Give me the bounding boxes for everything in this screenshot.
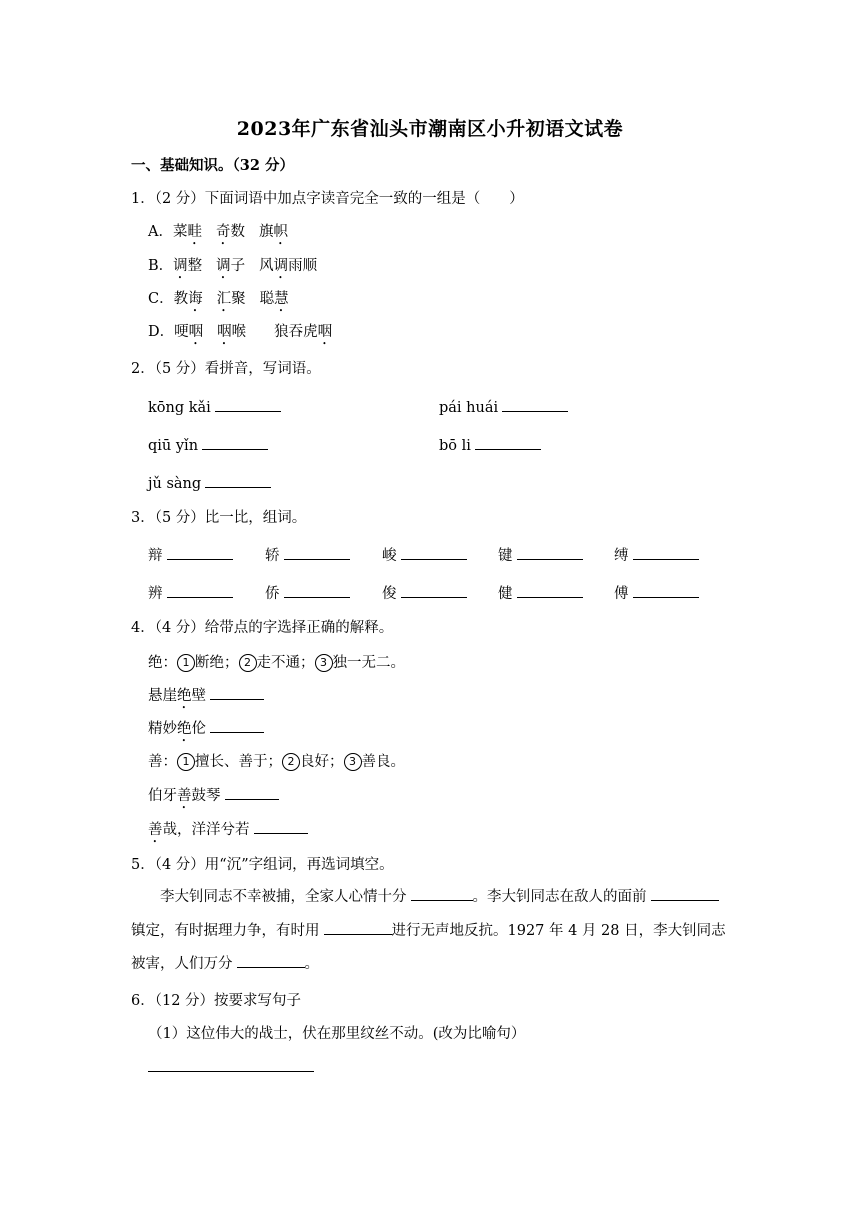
option-d: D．哽咽 咽喉 狼吞虎咽 (148, 324, 333, 340)
question-2-stem: 2．（5 分）看拼音，写词语。 (131, 361, 321, 377)
definition-jue: 绝： 1 断绝； 2 走不通； 3 独一无二。 (148, 655, 405, 671)
pinyin-item: pái huái (439, 396, 568, 418)
question-3-stem: 3．（5 分）比一比，组词。 (131, 510, 307, 526)
question-5-passage: 李大钊同志不幸被捕，全家人心情十分 。李大钊同志在敌人的面前镇定，有时据理力争，有时用 进行无声地反抗。1927 年 4 月 28 日，李大钊同志被害，人们万分 。 (131, 881, 731, 982)
number-three-icon: 3 (315, 654, 333, 672)
option-b: B．调整 调子 风调雨顺 (148, 258, 318, 274)
answer-blank[interactable] (167, 582, 233, 598)
number-three-icon: 3 (344, 753, 362, 771)
answer-blank[interactable] (202, 434, 268, 450)
option-a: A．菜畦 奇数 旗帜 (148, 224, 288, 240)
compare-item: 俊 (382, 582, 467, 604)
pinyin-item: jǔ sàng (148, 472, 271, 494)
answer-blank[interactable] (225, 784, 279, 800)
question-1-stem: 1．（2 分）下面词语中加点字读音完全一致的一组是（ ） (131, 191, 524, 207)
compare-item: 辨 (148, 582, 233, 604)
compare-item: 缚 (614, 544, 699, 566)
answer-blank[interactable] (633, 582, 699, 598)
answer-blank[interactable] (215, 396, 281, 412)
answer-blank[interactable] (205, 472, 271, 488)
page-title: 2023年广东省汕头市潮南区小升初语文试卷 (236, 118, 624, 140)
compare-item: 辩 (148, 544, 233, 566)
answer-blank[interactable] (324, 919, 392, 935)
compare-item: 轿 (265, 544, 350, 566)
question-4-stem: 4．（4 分）给带点的字选择正确的解释。 (131, 620, 394, 636)
number-one-icon: 1 (177, 654, 195, 672)
definition-shan: 善： 1 擅长、善于； 2 良好； 3 善良。 (148, 754, 405, 770)
question-5-stem: 5．（4 分）用“沉”字组词，再选词填空。 (131, 857, 394, 873)
answer-blank[interactable] (401, 582, 467, 598)
number-one-icon: 1 (177, 753, 195, 771)
section-heading: 一、基础知识。（32 分） (131, 157, 294, 174)
compare-item: 傅 (614, 582, 699, 604)
answer-line[interactable] (148, 1056, 314, 1078)
answer-blank[interactable] (210, 717, 264, 733)
compare-item: 侨 (265, 582, 350, 604)
pinyin-item: kōng kǎi (148, 396, 281, 418)
pinyin-item: qiū yǐn (148, 434, 268, 456)
word-item: 精妙绝伦 (148, 717, 264, 745)
question-6-sub-1: （1）这位伟大的战士，伏在那里纹丝不动。(改为比喻句） (148, 1026, 526, 1042)
word-item: 悬崖绝壁 (148, 684, 264, 712)
compare-item: 峻 (382, 544, 467, 566)
answer-blank[interactable] (475, 434, 541, 450)
question-6-stem: 6．（12 分）按要求写句子 (131, 993, 302, 1009)
answer-blank[interactable] (237, 952, 305, 968)
number-two-icon: 2 (282, 753, 300, 771)
compare-item: 键 (498, 544, 583, 566)
answer-blank[interactable] (633, 544, 699, 560)
answer-blank[interactable] (411, 885, 473, 901)
pinyin-item: bō li (439, 434, 541, 456)
number-two-icon: 2 (239, 654, 257, 672)
word-item: 伯牙善鼓琴 (148, 784, 279, 812)
answer-blank[interactable] (401, 544, 467, 560)
answer-blank[interactable] (210, 684, 264, 700)
compare-item: 健 (498, 582, 583, 604)
option-c: C．教诲 汇聚 聪慧 (148, 291, 289, 307)
answer-blank[interactable] (517, 582, 583, 598)
answer-blank[interactable] (254, 818, 308, 834)
answer-blank[interactable] (167, 544, 233, 560)
answer-blank[interactable] (284, 582, 350, 598)
answer-blank[interactable] (651, 885, 719, 901)
answer-blank[interactable] (502, 396, 568, 412)
answer-blank[interactable] (517, 544, 583, 560)
word-item: 善哉，洋洋兮若 (148, 818, 308, 846)
answer-blank[interactable] (284, 544, 350, 560)
